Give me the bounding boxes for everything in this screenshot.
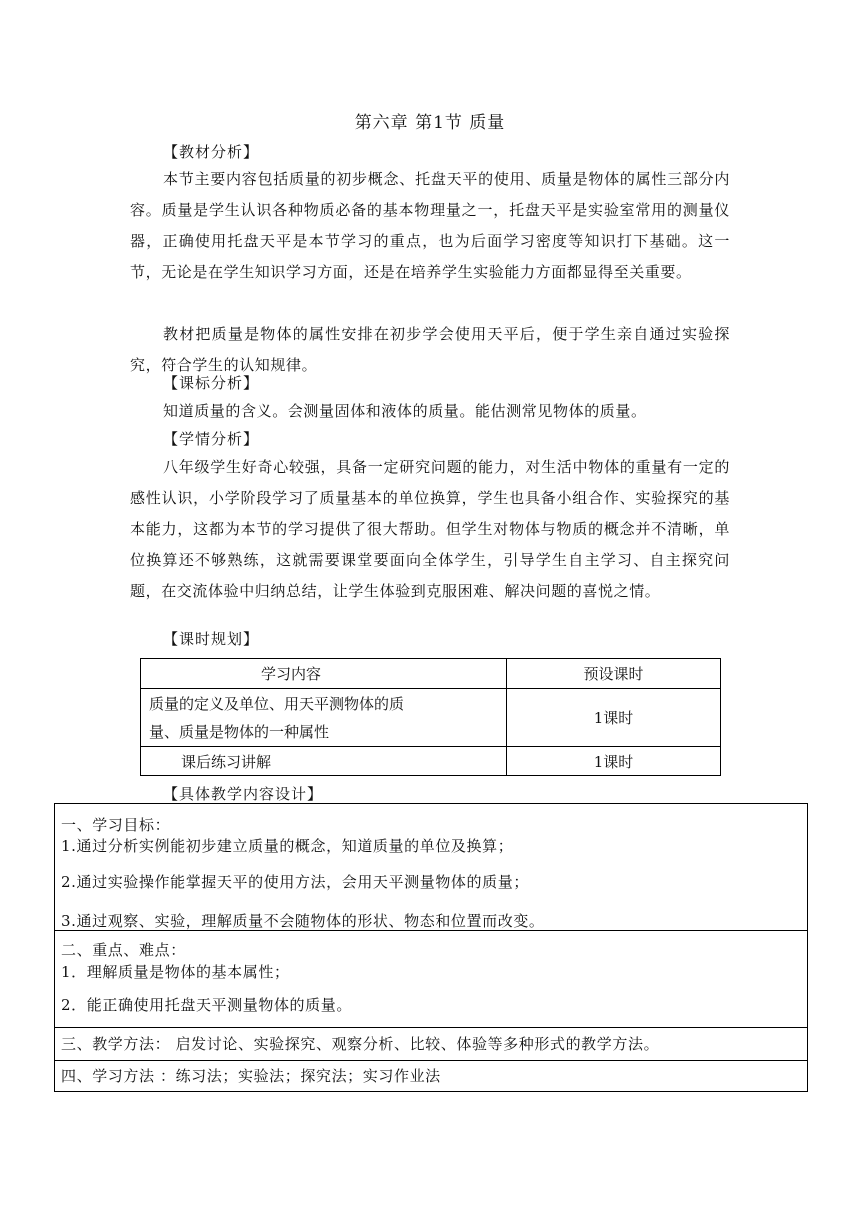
learning-goals-title: 一、学习目标： xyxy=(61,816,171,834)
schedule-row-content xyxy=(141,689,507,747)
student-analysis-text: 八年级学生好奇心较强，具备一定研究问题的能力，对生活中物体的重量有一定的感性认识，小学阶段学习了质量基本的单位换算，学生也具备小组合作、实验探究的基本能力，这都为本节的学习提供了很大帮助。但学生对物体与物质的概念并不清晰，单位换算还不够熟练，这就需要课堂要面向全体学生，引导学生自主学习、自主探究问题，在交流体验中归纳总结，让学生体验到克服困难、解决问题的喜悦之情。 xyxy=(130,458,730,600)
learning-goal-item: 2.通过实验操作能掌握天平的使用方法，会用天平测量物体的质量； xyxy=(61,873,529,891)
teaching-methods-section: 三、教学方法： 启发讨论、实验探究、观察分析、比较、体验等多种形式的教学方法。 xyxy=(55,1028,807,1061)
textbook-analysis-paragraph-1: 本节主要内容包括质量的初步概念、托盘天平的使用、质量是物体的属性三部分内容。质量是学生认识各种物质必备的基本物理量之一，托盘天平是实验室常用的测量仪器，正确使用托盘天平是本节学习的重点，也为后面学习密度等知识打下基础。这一节，无论是在学生知识学习方面，还是在培养学生实验能力方面都显得至关重要。 xyxy=(130,170,730,281)
student-analysis-heading: 【学情分析】 xyxy=(163,430,260,448)
key-point-item: 2．能正确使用托盘天平测量物体的质量。 xyxy=(61,996,352,1014)
learning-methods-section: 四、学习方法 ：练习法；实验法；探究法；实习作业法 xyxy=(55,1061,807,1092)
schedule-header-content: 学习内容 xyxy=(141,659,507,689)
schedule-row-content-line-2: 量、质量是物体的一种属性 xyxy=(149,722,330,741)
key-points-section xyxy=(55,931,807,1028)
schedule-row xyxy=(141,747,721,776)
page-title: 第六章 第1节 质量 xyxy=(354,113,506,133)
key-point-item: 1．理解质量是物体的基本属性； xyxy=(61,963,290,981)
learning-goal-item: 3.通过观察、实验，理解质量不会随物体的形状、物态和位置而改变。 xyxy=(61,912,545,930)
key-points-title: 二、重点、难点： xyxy=(61,941,186,959)
schedule-table xyxy=(140,658,721,776)
schedule-row xyxy=(141,689,721,747)
design-heading: 【具体教学内容设计】 xyxy=(163,785,324,803)
schedule-header-row xyxy=(141,659,721,689)
curriculum-analysis-text: 知道质量的含义。会测量固体和液体的质量。能估测常见物体的质量。 xyxy=(163,402,647,420)
learning-goals-section xyxy=(55,804,807,931)
schedule-row-hours: 1课时 xyxy=(506,689,720,747)
textbook-analysis-heading: 【教材分析】 xyxy=(163,143,260,161)
schedule-row-content-line-1: 质量的定义及单位、用天平测物体的质 xyxy=(149,694,405,713)
design-box xyxy=(54,803,808,1092)
textbook-analysis-paragraph-2: 教材把质量是物体的属性安排在初步学会使用天平后，便于学生亲自通过实验探究，符合学生的认知规律。 xyxy=(130,325,730,374)
curriculum-analysis-heading: 【课标分析】 xyxy=(163,374,260,392)
schedule-header-hours: 预设课时 xyxy=(506,659,720,689)
schedule-heading: 【课时规划】 xyxy=(163,630,260,648)
learning-goal-item: 1.通过分析实例能初步建立质量的概念，知道质量的单位及换算； xyxy=(61,837,514,855)
schedule-row-content: 课后练习讲解 xyxy=(141,747,507,776)
schedule-row-hours: 1课时 xyxy=(506,747,720,776)
